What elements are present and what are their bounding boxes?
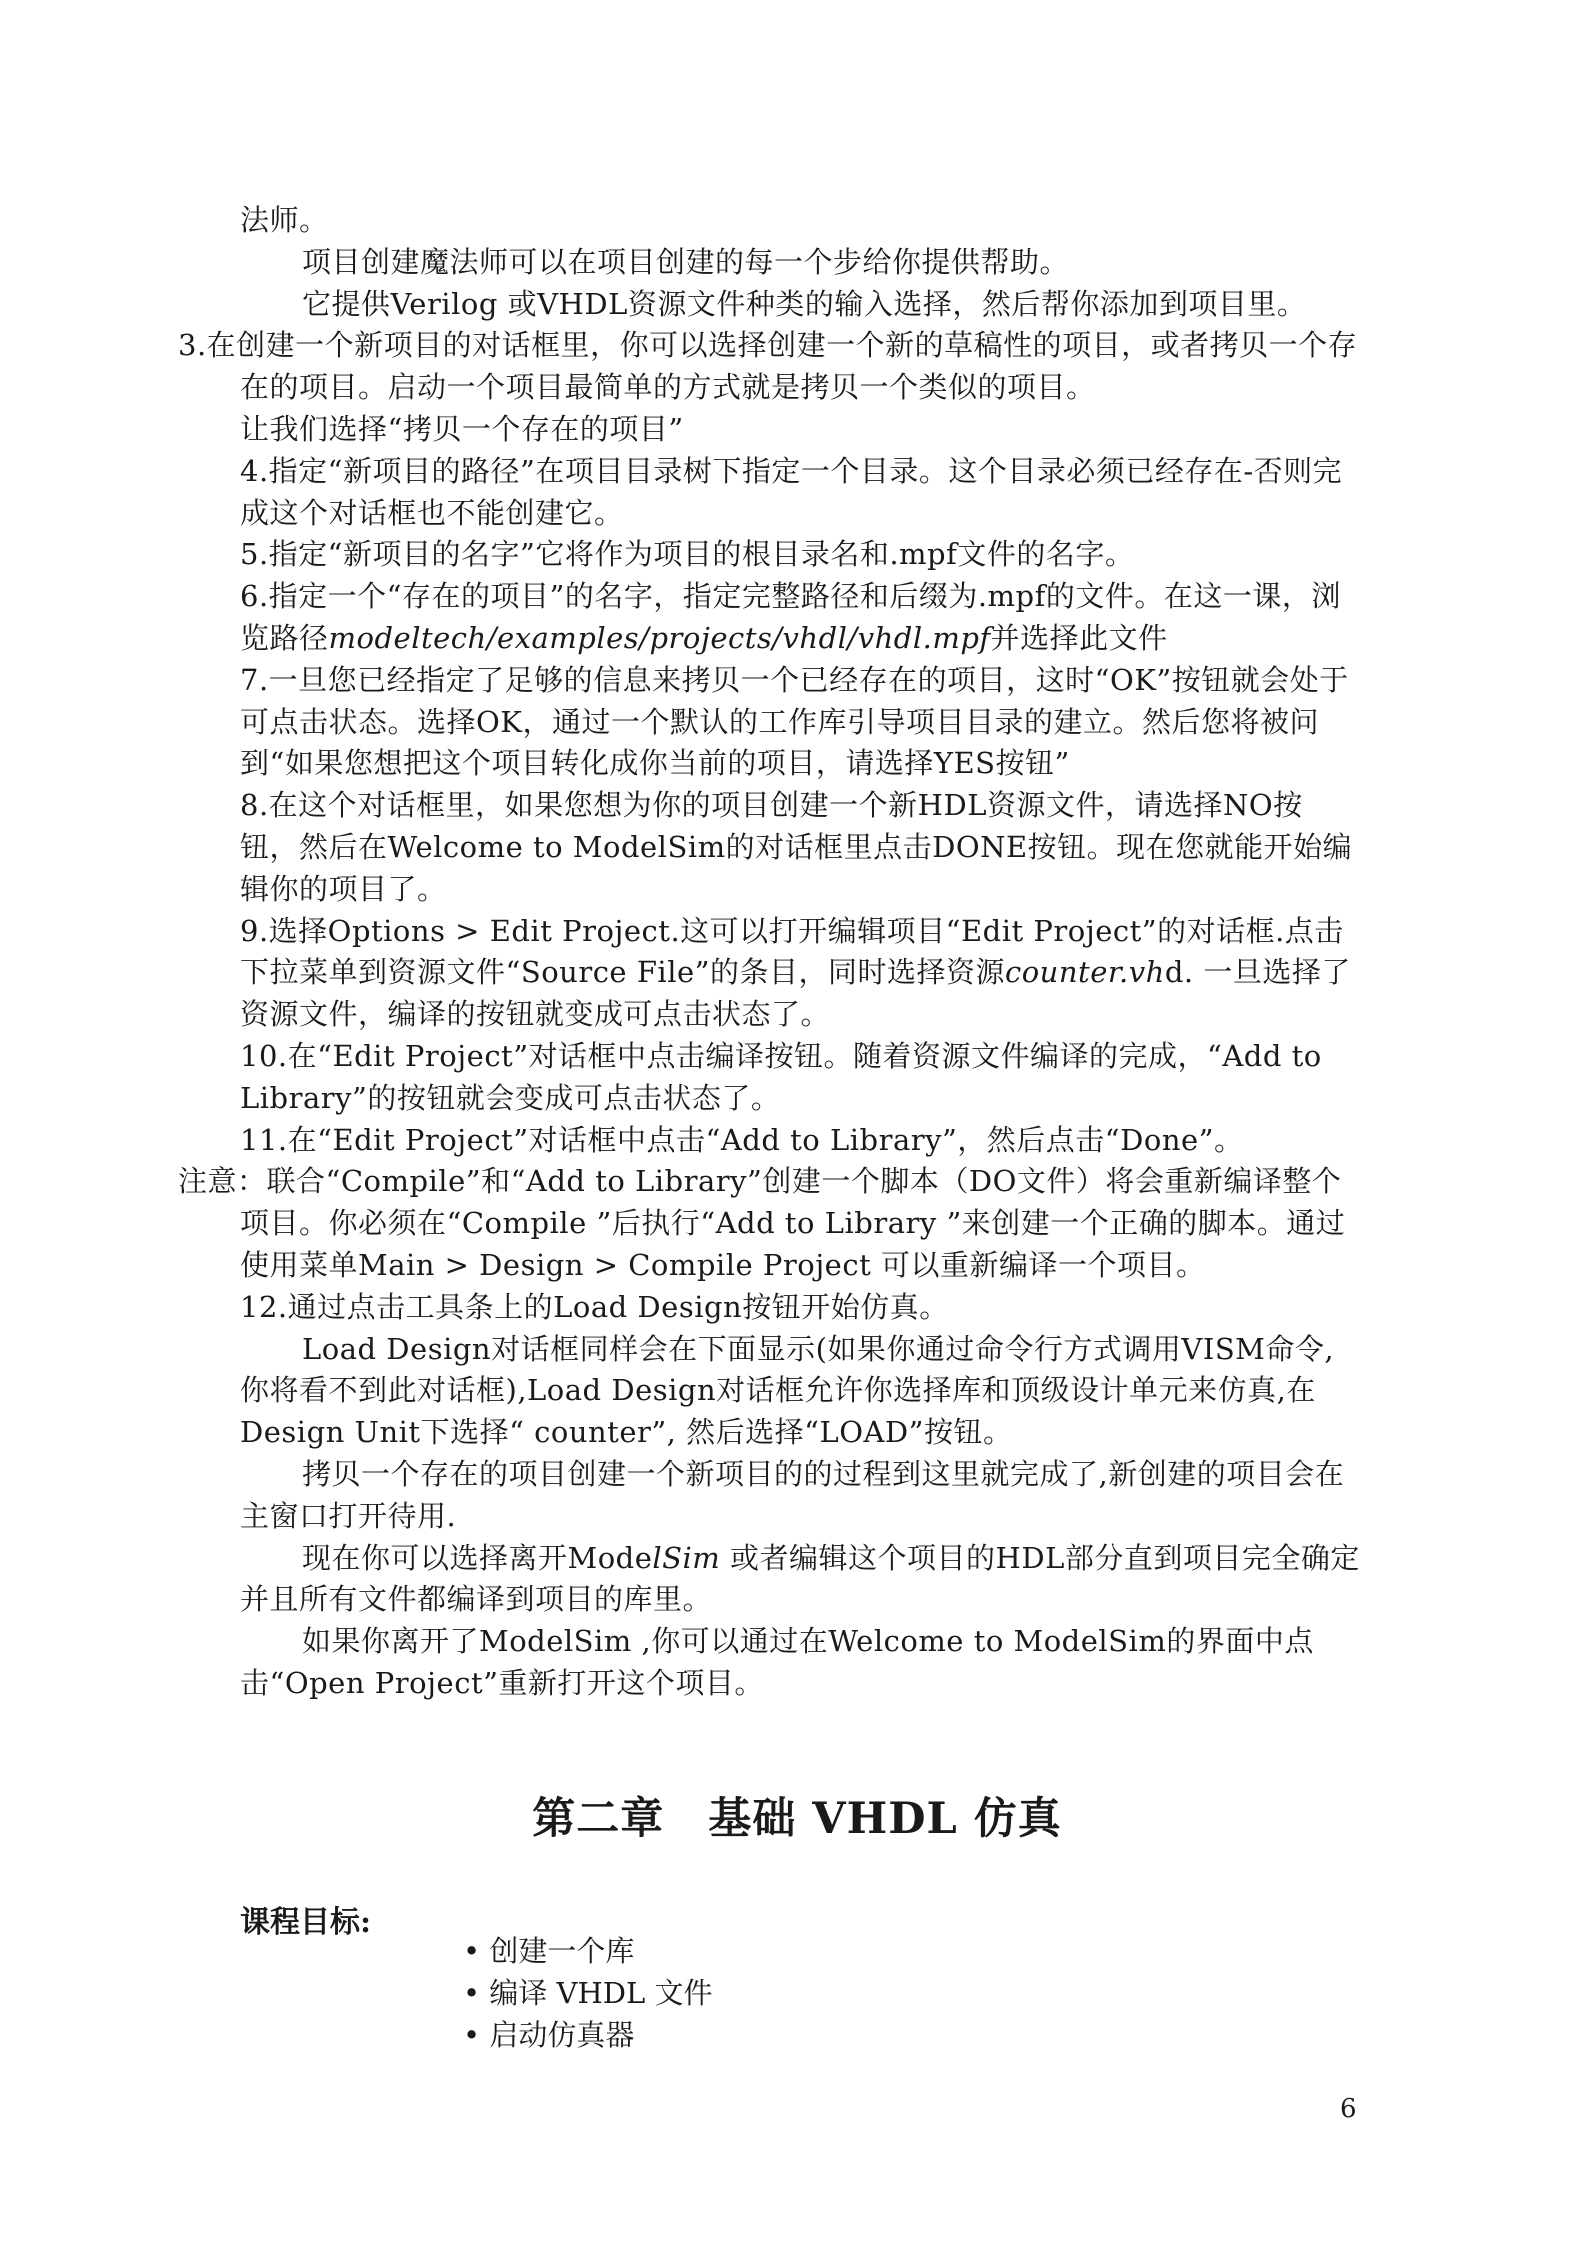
paragraph-italic: lSim xyxy=(652,1540,721,1575)
step-5: 5.指定“新项目的名字”它将作为项目的根目录名和.mpf文件的名字。 xyxy=(240,537,1135,572)
step-8: 8.在这个对话框里，如果您想为你的项目创建一个新HDL资源文件，请选择NO按钮，然后在Welcome to ModelSim的对话框里点击DONE按钮。现在您就能开始编辑你的项目了。 xyxy=(240,788,1353,906)
chapter-title: 第二章 基础 VHDL 仿真 xyxy=(532,1794,1062,1844)
note: 注意：联合“Compile”和“Add to Library”创建一个脚本（DO文件）将会重新编译整个项目。你必须在“Compile ”后执行“Add to Library ”来创建一个正确的脚本。通过使用菜单Main > Design > Compile Project 可以重新编译一个项目。 xyxy=(178,1164,1346,1282)
step-7: 7.一旦您已经指定了足够的信息来拷贝一个已经存在的项目，这时“OK”按钮就会处于可点击状态。选择OK，通过一个默认的工作库引导项目目录的建立。然后您将被问到“如果您想把这个项目转化成你当前的项目，请选择YES按钮” xyxy=(240,662,1349,781)
paragraph-tail: 或者编辑这个项目的HDL部分直到项目完全确定并且所有文件都编译到项目的库里。 xyxy=(240,1540,1360,1617)
file-path: modeltech/examples/projects/vhdl/vhdl.mpf xyxy=(328,620,991,655)
step-10: 10.在“Edit Project”对话框中点击编译按钮。随着资源文件编译的完成，“Add to Library”的按钮就会变成可点击状态了。 xyxy=(240,1038,1322,1115)
step-4: 4.指定“新项目的路径”在项目目录树下指定一个目录。这个目录必须已经存在-否则完成这个对话框也不能创建它。 xyxy=(240,453,1343,530)
paragraph xyxy=(240,1538,1360,1622)
paragraph: 拷贝一个存在的项目创建一个新项目的的过程到这里就完成了,新创建的项目会在主窗口打开待用. xyxy=(240,1456,1345,1533)
paragraph: 项目创建魔法师可以在项目创建的每一个步给你提供帮助。 xyxy=(302,244,1070,279)
list-item: • 编译 VHDL 文件 xyxy=(463,1972,713,2014)
objectives-label: 课程目标: xyxy=(240,1905,372,1940)
step-6 xyxy=(240,576,1360,660)
source-file-name: counter.vh xyxy=(1004,955,1165,990)
paragraph: 让我们选择“拷贝一个存在的项目” xyxy=(240,411,684,446)
paragraph: Load Design对话框同样会在下面显示(如果你通过命令行方式调用VISM命令,你将看不到此对话框),Load Design对话框允许你选择库和顶级设计单元来仿真,在Design Unit下选择“ counter”, 然后选择“LOAD”按钮。 xyxy=(240,1331,1335,1450)
paragraph: 法师。 xyxy=(240,203,329,237)
step-11: 11.在“Edit Project”对话框中点击“Add to Library”，然后点击“Done”。 xyxy=(240,1122,1244,1157)
page-number: 6 xyxy=(1340,2094,1357,2124)
paragraph-text: 现在你可以选择离开Mode xyxy=(302,1540,653,1575)
step-9-text: 9.选择Options > Edit Project.这可以打开编辑项目“Edit Project”的对话框.点击下拉菜单到资源文件“Source File”的条目，同时选择资源 xyxy=(240,913,1344,990)
step-6-tail: 并选择此文件 xyxy=(990,620,1168,655)
step-9-tail: d. 一旦选择了资源文件，编译的按钮就变成可点击状态了。 xyxy=(240,955,1351,1032)
step-9 xyxy=(240,911,1360,1036)
body-text xyxy=(178,200,1360,1705)
paragraph: 如果你离开了ModelSim ,你可以通过在Welcome to ModelSim的界面中点击“Open Project”重新打开这个项目。 xyxy=(240,1624,1314,1700)
step-12: 12.通过点击工具条上的Load Design按钮开始仿真。 xyxy=(240,1289,949,1324)
step-3: 3.在创建一个新项目的对话框里，你可以选择创建一个新的草稿性的项目，或者拷贝一个存在的项目。启动一个项目最简单的方式就是拷贝一个类似的项目。 xyxy=(178,328,1358,405)
objectives-list xyxy=(463,1930,713,2056)
list-item: • 创建一个库 xyxy=(463,1930,713,1972)
list-item: • 启动仿真器 xyxy=(463,2014,713,2056)
paragraph: 它提供Verilog 或VHDL资源文件种类的输入选择，然后帮你添加到项目里。 xyxy=(302,286,1307,321)
step-6-text: 6.指定一个“存在的项目”的名字，指定完整路径和后缀为.mpf的文件。在这一课，浏览路径 xyxy=(240,579,1341,655)
